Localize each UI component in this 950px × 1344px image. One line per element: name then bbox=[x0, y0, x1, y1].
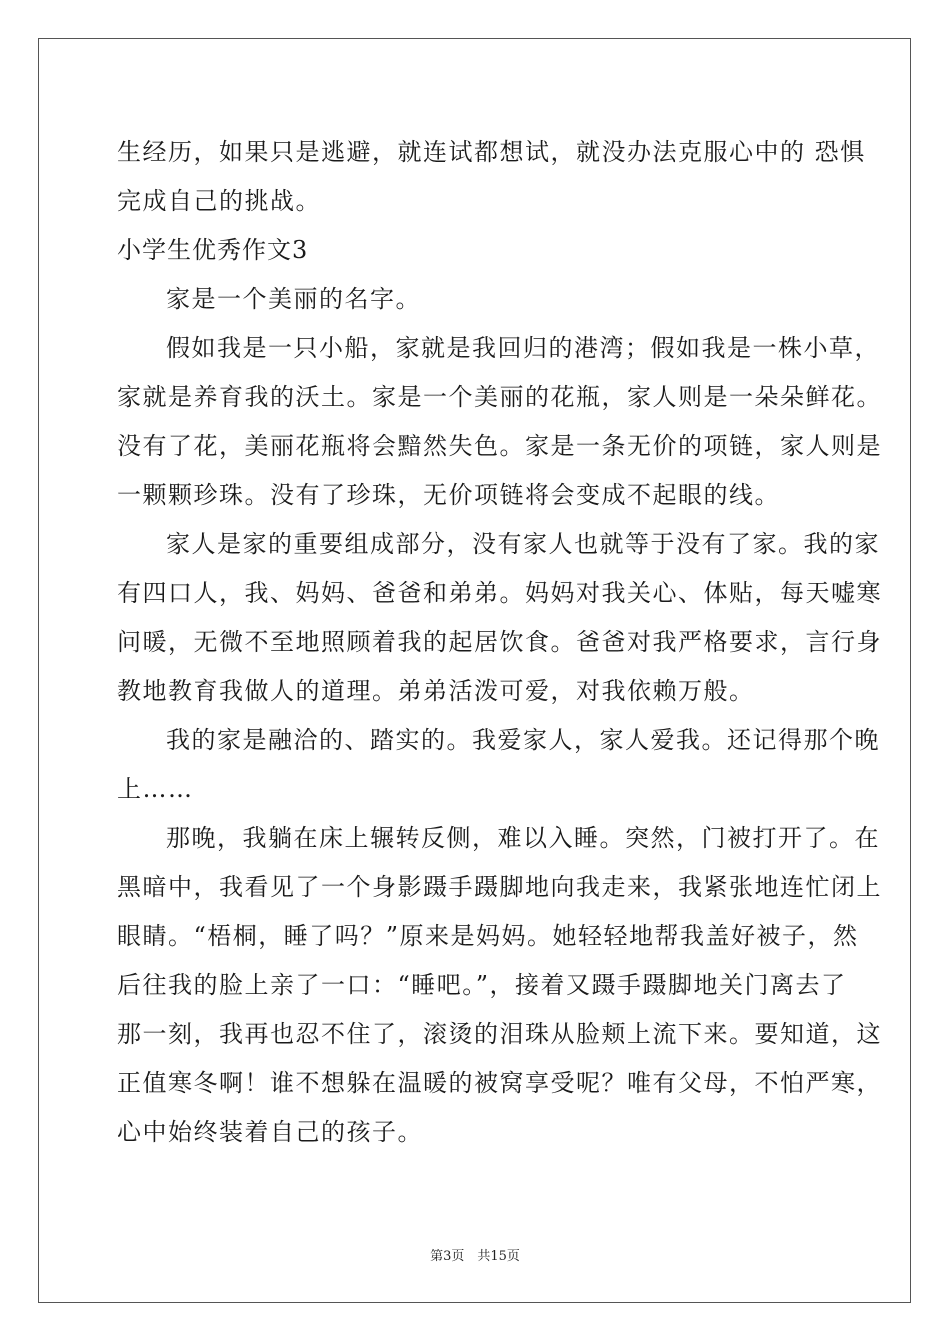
paragraph-line: 家是一个美丽的名字。 bbox=[166, 285, 421, 313]
section-title: 小学生优秀作文3 bbox=[117, 236, 309, 264]
text-line: 那一刻，我再也忍不住了，滚烫的泪珠从脸颊上流下来。要知道，这 bbox=[117, 1020, 882, 1048]
paragraph-line: 假如我是一只小船，家就是我回归的港湾；假如我是一株小草， bbox=[166, 334, 880, 362]
paragraph-line: 家人是家的重要组成部分，没有家人也就等于没有了家。我的家 bbox=[166, 530, 880, 558]
text-line: 后往我的脸上亲了一口：“睡吧。”，接着又蹑手蹑脚地关门离去了 bbox=[117, 971, 847, 999]
text-line: 教地教育我做人的道理。弟弟活泼可爱，对我依赖万般。 bbox=[117, 677, 755, 705]
text-line: 眼睛。“梧桐，睡了吗？”原来是妈妈。她轻轻地帮我盖好被子，然 bbox=[117, 922, 859, 950]
document-body bbox=[117, 128, 882, 1157]
text-line: 有四口人，我、妈妈、爸爸和弟弟。妈妈对我关心、体贴，每天嘘寒 bbox=[117, 579, 882, 607]
text-line: 黑暗中，我看见了一个身影蹑手蹑脚地向我走来，我紧张地连忙闭上 bbox=[117, 873, 882, 901]
text-line: 一颗颗珍珠。没有了珍珠，无价项链将会变成不起眼的线。 bbox=[117, 481, 780, 509]
text-line: 家就是养育我的沃土。家是一个美丽的花瓶，家人则是一朵朵鲜花。 bbox=[117, 383, 882, 411]
text-line: 问暖，无微不至地照顾着我的起居饮食。爸爸对我严格要求，言行身 bbox=[117, 628, 882, 656]
text-line: 生经历，如果只是逃避，就连试都想试，就没办法克服心中的 恐惧 bbox=[117, 138, 866, 166]
paragraph-line: 我的家是融洽的、踏实的。我爱家人，家人爱我。还记得那个晚 bbox=[166, 726, 880, 754]
page-number-footer: 第3页 共15页 bbox=[430, 1249, 520, 1264]
text-line: 没有了花，美丽花瓶将会黯然失色。家是一条无价的项链，家人则是 bbox=[117, 432, 882, 460]
paragraph-line: 那晚，我躺在床上辗转反侧，难以入睡。突然，门被打开了。在 bbox=[166, 824, 880, 852]
text-line: 心中始终装着自己的孩子。 bbox=[117, 1118, 423, 1146]
text-line: 正值寒冬啊！谁不想躲在温暖的被窝享受呢？唯有父母，不怕严寒， bbox=[117, 1069, 882, 1097]
text-line: 上…… bbox=[117, 775, 194, 803]
text-line: 完成自己的挑战。 bbox=[117, 187, 321, 215]
